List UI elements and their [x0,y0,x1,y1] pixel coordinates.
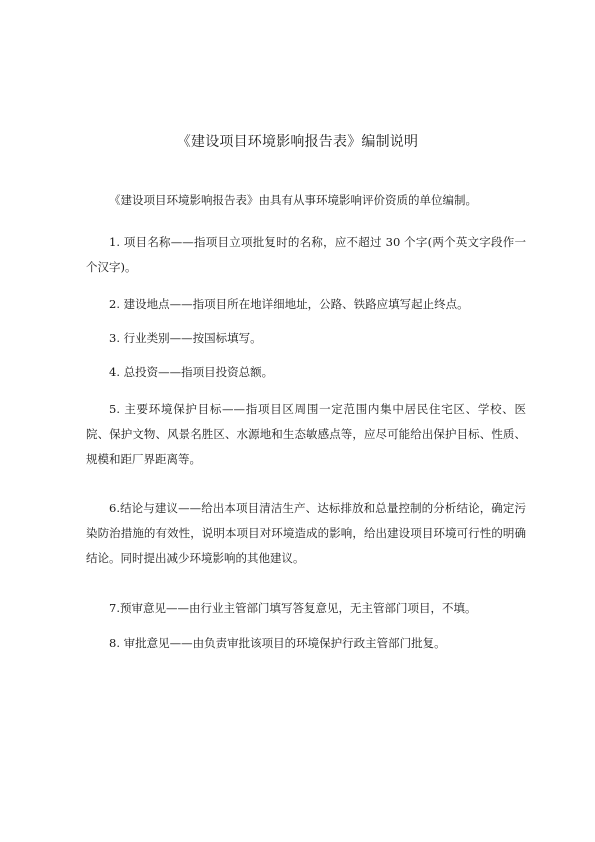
paragraph-intro: 《建设项目环境影响报告表》由具有从事环境影响评价资质的单位编制。 [109,193,477,207]
document-title: 《建设项目环境影响报告表》编制说明 [176,134,419,150]
paragraph-item-3: 3. 行业类别——按国标填写。 [109,331,262,345]
paragraph-item-8: 8. 审批意见——由负责审批该项目的环境保护行政主管部门批复。 [109,636,446,650]
paragraph-item-4: 4. 总投资——指项目投资总额。 [109,365,274,379]
paragraph-item-6: 6.结论与建议——给出本项目清洁生产、达标排放和总量控制的分析结论，确定污染防治措施的有效性，说明本项目对环境造成的影响，给出建设项目环境可行性的明确结论。同时提出减少环境影响的其他建议。 [86,501,526,565]
paragraph-item-1: 1. 项目名称——指项目立项批复时的名称，应不超过 30 个字(两个英文字段作一个汉字)。 [86,235,526,274]
paragraph-item-5: 5. 主要环境保护目标——指项目区周围一定范围内集中居民住宅区、学校、医院、保护文物、风景名胜区、水源地和生态敏感点等，应尽可能给出保护目标、性质、规模和距厂界距离等。 [86,402,526,466]
paragraph-item-7: 7.预审意见——由行业主管部门填写答复意见，无主管部门项目，不填。 [109,601,477,615]
paragraph-item-2: 2. 建设地点——指项目所在地详细地址，公路、铁路应填写起止终点。 [109,297,469,311]
